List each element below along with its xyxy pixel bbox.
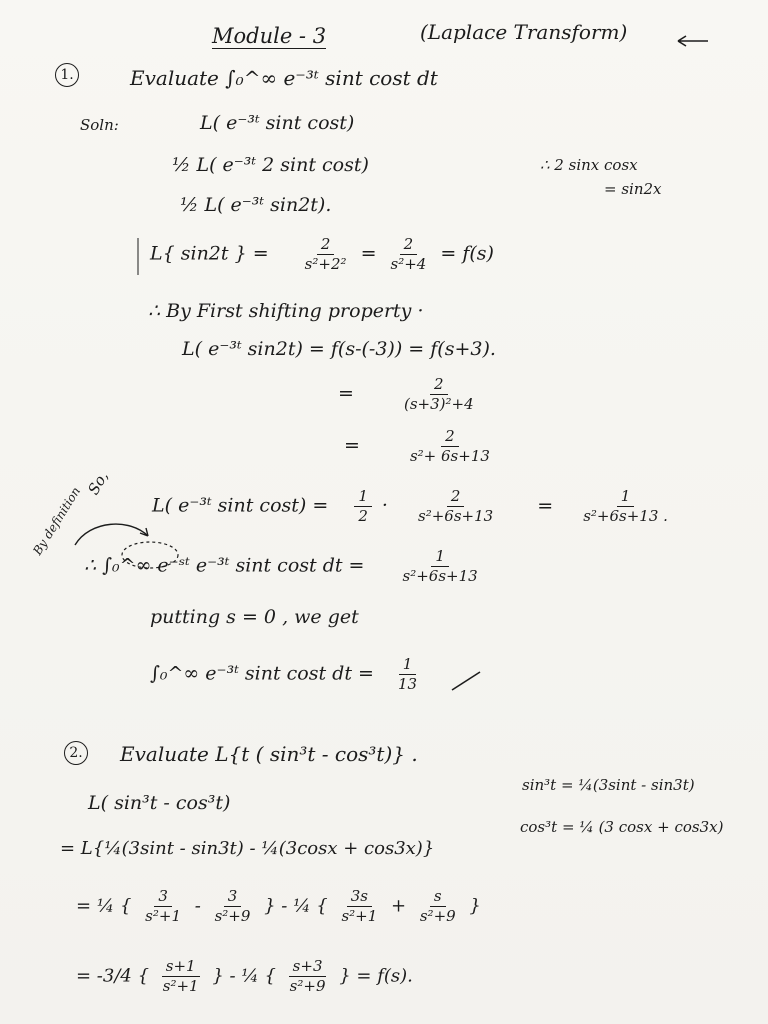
q1-side-note-1: ∴ 2 sinx cosx [540, 156, 638, 174]
equals-sign: = [537, 494, 554, 517]
l3-b [211, 888, 255, 925]
l3-d [416, 888, 460, 925]
final-lhs: L( e⁻³ᵗ sint cost) = [152, 494, 329, 517]
res3-num: 1 [617, 488, 635, 507]
answer-lhs: ∫₀^∞ e⁻³ᵗ sint cost dt = [150, 662, 374, 685]
l3-d-den: s²+9 [419, 907, 456, 925]
l4-a [159, 958, 203, 995]
q2-line-3 [76, 888, 481, 925]
result-1-fraction [400, 376, 478, 413]
l3-a-den: s²+1 [145, 907, 181, 925]
equals-sign: = [360, 242, 377, 265]
shift-text: ∴ By First shifting property · [148, 300, 424, 322]
q1-line-3: ½ L( e⁻³ᵗ sin2t). [180, 194, 332, 216]
l-sin2t-label: L{ sin2t } = [150, 242, 269, 265]
equals-sign: = [344, 434, 360, 457]
fraction-a-den: s²+2² [304, 255, 347, 273]
mid-den: s²+6s+13 [418, 507, 494, 525]
question-2-number [64, 740, 88, 765]
shift-equation: L( e⁻³ᵗ sin2t) = f(s-(-3)) = f(s+3). [182, 338, 496, 360]
q2-circle-number: 2. [64, 741, 88, 765]
l3-mid: } - ¼ { [264, 895, 328, 917]
q2-line-2: = L{¼(3sint - sin3t) - ¼(3cosx + cos3x)} [60, 838, 435, 859]
mid-fraction [414, 488, 497, 525]
result-2-num: 2 [441, 428, 459, 447]
header-arrow-icon [678, 36, 708, 46]
equals-sign: = [338, 382, 354, 405]
res3-fraction [579, 488, 672, 525]
putting-line: putting s = 0 , we get [150, 606, 359, 628]
fraction-a [301, 236, 351, 273]
half-fraction [354, 488, 372, 525]
l4-a-den: s²+1 [162, 977, 199, 995]
l3-a [141, 888, 185, 925]
so-label: So, [84, 468, 112, 498]
soln-label: Soln: [80, 116, 119, 134]
half-num: 1 [354, 488, 372, 507]
answer-den: 13 [397, 675, 418, 693]
result-2-fraction [406, 428, 494, 465]
result-2-row [344, 428, 498, 465]
integral-row [84, 548, 486, 585]
l4-a-num: s+1 [162, 958, 200, 977]
l3-d-num: s [430, 888, 446, 907]
dot: · [381, 494, 388, 517]
answer-row [150, 656, 425, 693]
question-1-number [55, 62, 79, 87]
result-1-row [338, 376, 482, 413]
module-title: Module - 3 [212, 24, 327, 48]
l4-b [286, 958, 330, 995]
l3-close: } [469, 895, 481, 917]
l3-a-num: 3 [154, 888, 172, 907]
by-definition-label: By definition [30, 484, 84, 558]
half-den: 2 [358, 507, 368, 525]
q2-id-cos: cos³t = ¼ (3 cosx + cos3x) [520, 818, 724, 836]
q1-statement: Evaluate ∫₀^∞ e⁻³ᵗ sint cost dt [130, 66, 438, 90]
l3-prefix: = ¼ { [76, 895, 132, 917]
check-mark-icon [452, 672, 480, 690]
l3-plus: + [391, 895, 407, 917]
fraction-a-num: 2 [317, 236, 335, 255]
result-1-num: 2 [430, 376, 448, 395]
answer-fraction [394, 656, 421, 693]
equals-fs: = f(s) [440, 242, 494, 265]
module-subtitle: (Laplace Transform) [420, 20, 628, 44]
result-2-den: s²+ 6s+13 [409, 447, 490, 465]
l3-b-num: 3 [224, 888, 242, 907]
q2-statement: Evaluate L{t ( sin³t - cos³t)} . [120, 742, 418, 766]
integral-line: ∴ ∫₀^∞ e⁻ˢᵗ e⁻³ᵗ sint cost dt = [84, 554, 365, 577]
l4-close: } = f(s). [339, 965, 413, 987]
q1-side-note-2: = sin2x [604, 180, 662, 198]
q1-line-1: L( e⁻³ᵗ sint cost) [200, 112, 355, 134]
final-row [152, 488, 676, 525]
result-1-den: (s+3)²+4 [403, 395, 474, 413]
l4-mid: } - ¼ { [212, 965, 276, 987]
fraction-b-num: 2 [400, 236, 418, 255]
l4-b-num: s+3 [289, 958, 327, 977]
integral-num: 1 [431, 548, 449, 567]
mid-num: 2 [447, 488, 465, 507]
q1-line-2: ½ L( e⁻³ᵗ 2 sint cost) [172, 154, 369, 176]
l4-b-den: s²+9 [289, 977, 326, 995]
integral-fraction [399, 548, 482, 585]
l-sin2t-row [150, 236, 494, 273]
fraction-b [387, 236, 431, 273]
q2-id-sin: sin³t = ¼(3sint - sin3t) [522, 776, 695, 794]
q2-line-1: L( sin³t - cos³t) [88, 792, 231, 814]
l3-minus: - [194, 895, 201, 917]
definition-arrow-icon [75, 524, 148, 545]
l3-c-num: 3s [347, 888, 372, 907]
integral-den: s²+6s+13 [402, 567, 478, 585]
res3-den: s²+6s+13 . [583, 507, 668, 525]
q1-circle-number: 1. [55, 63, 79, 87]
q2-line-4 [76, 958, 413, 995]
fraction-b-den: s²+4 [390, 255, 427, 273]
l3-c-den: s²+1 [341, 907, 378, 925]
answer-num: 1 [399, 656, 417, 675]
l4-prefix: = -3/4 { [76, 965, 150, 987]
l3-c [337, 888, 381, 925]
l3-b-den: s²+9 [214, 907, 251, 925]
